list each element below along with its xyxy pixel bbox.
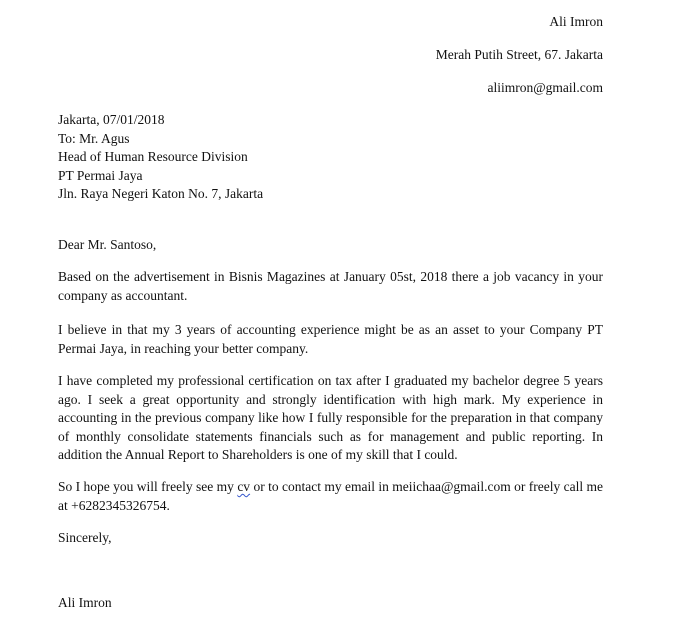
paragraph-4 (58, 478, 603, 515)
sender-email: aliimron@gmail.com (487, 80, 603, 95)
recipient-address: Jln. Raya Negeri Katon No. 7, Jakarta (58, 186, 264, 201)
sender-name: Ali Imron (549, 14, 603, 29)
recipient-block (58, 111, 603, 204)
recipient-position: Head of Human Resource Division (58, 149, 248, 164)
paragraph-2: I believe in that my 3 years of accounting experience might be as an asset to your Company PT Permai Jaya, in reaching your better company. (58, 322, 603, 356)
closing: Sincerely, (58, 530, 112, 545)
signature-name: Ali Imron (58, 595, 112, 610)
salutation: Dear Mr. Santoso, (58, 237, 157, 252)
place-date: Jakarta, 07/01/2018 (58, 112, 165, 127)
recipient-company: PT Permai Jaya (58, 167, 143, 183)
paragraph-4-end: or to contact my email in meiichaa@gmail.com or freely call me at +6282345326754. (58, 479, 603, 513)
sender-address: Merah Putih Street, 67. Jakarta (435, 47, 603, 62)
paragraph-4-start: So I hope you will freely see my (58, 479, 238, 494)
recipient-to: To: Mr. Agus (58, 130, 130, 146)
paragraph-3: I have completed my professional certification on tax after I graduated my bachelor degree 5 years ago. I seek a great opportunity and strongly identification with high mark. My experience in accounting in the previous company like how I fully responsible for the preparation in that company of monthly consolidate statements financials such as for management and public reporting. In addition the Annual Report to Shareholders is one of my skill that I could. (58, 373, 603, 462)
paragraph-1: Based on the advertisement in Bisnis Magazines at January 05st, 2018 there a job vacancy in your company as accountant. (58, 269, 603, 303)
spellcheck-flagged-word: cv (237, 479, 251, 494)
